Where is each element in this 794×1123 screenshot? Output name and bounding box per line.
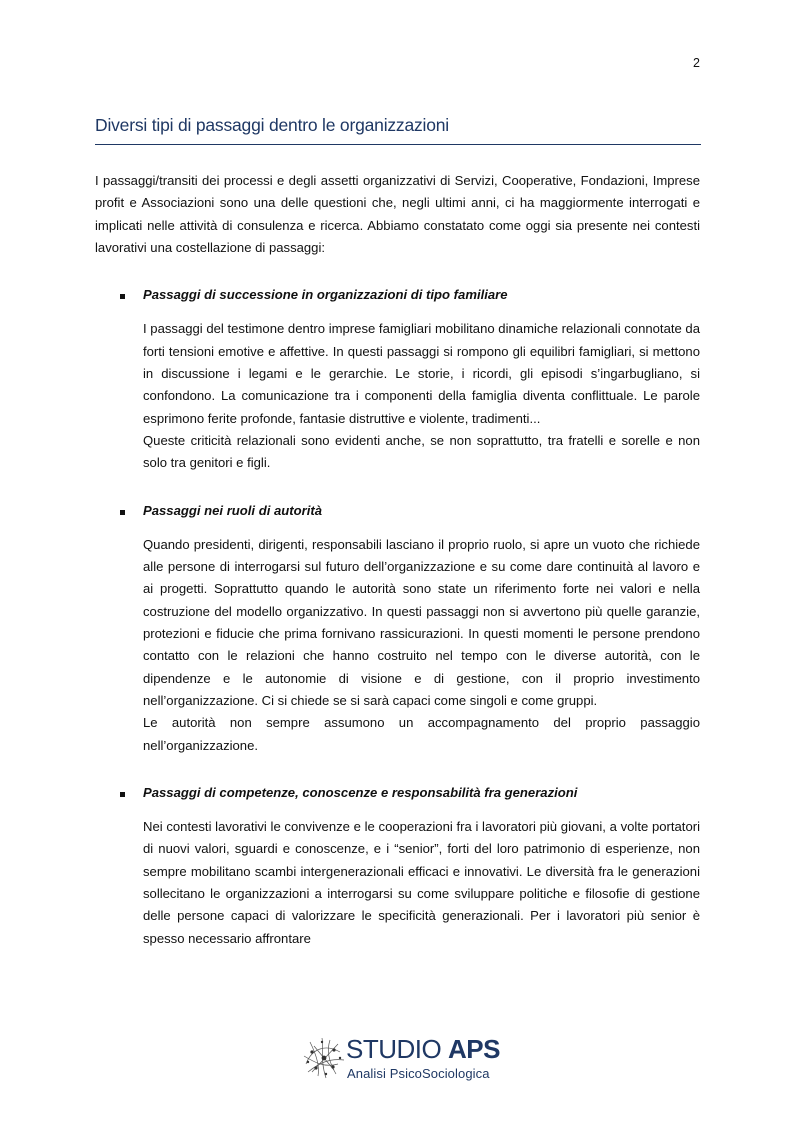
section-text: [143, 816, 700, 950]
studio-aps-logo: [300, 1032, 500, 1092]
section-paragraph: Queste criticità relazionali sono evidenti anche, se non soprattutto, tra fratelli e sorelle e non solo tra genitori e figli.: [143, 432, 700, 471]
square-bullet-icon: [120, 792, 125, 797]
title-underline-divider: [95, 144, 701, 145]
section-text: [143, 318, 700, 474]
section-paragraph: Nei contesti lavorativi le convivenze e le cooperazioni fra i lavoratori più giovani, a volte portatori di nuovi valori, sguardi e conoscenze, e i “senior”, forti del loro patrimonio di esperienze, non sempre mobilitano scambi intergenerazionali efficaci e innovativi. Le diversità fra le generazioni sollecitano le organizzazioni a interrogarsi su come sviluppare politiche e filosofie di gestione delle persone capaci di valorizzare le specificità generazionali. Per i lavoratori più senior è spesso necessario affrontare: [143, 819, 700, 946]
section-paragraph: Le autorità non sempre assumono un accompagnamento del proprio passaggio nell’organizzazione.: [143, 715, 700, 753]
section-heading: Passaggi di successione in organizzazioni di tipo familiare: [143, 287, 508, 303]
section-paragraph: I passaggi del testimone dentro imprese famigliari mobilitano dinamiche relazionali connotate da forti tensioni emotive e affettive. In questi passaggi si rompono gli equilibri famigliari, si mettono in discussione i legami e le gerarchie. Le storie, i ricordi, gli episodi s’ingarbugliano, si confondono. La comunicazione tra i componenti della famiglia diventa conflittuale. Le parole esprimono ferite profonde, fantasie distruttive e violente, tradimenti...: [143, 321, 700, 426]
section-text: [143, 534, 700, 757]
section-generations: [95, 782, 700, 950]
page-number: 2: [693, 56, 700, 70]
logo-name-studio: STUDIO: [346, 1034, 442, 1064]
section-paragraph: Quando presidenti, dirigenti, responsabili lasciano il proprio ruolo, si apre un vuoto che richiede alle persone di interrogarsi sul futuro dell’organizzazione e su come dare continuità al lavoro e ai progetti. Soprattutto quando le autorità sono state un riferimento forte nei valori e nella costruzione del modello organizzativo. In questi passaggi non si avvertono più quelle garanzie, protezioni e fiducie che prima fornivano rassicurazioni. In questi momenti le persone prendono contatto con le relazioni che hanno costruito nel tempo con le diverse autorità, con le dipendenze e le autonomie di visione e di gestione, con il proprio investimento nell’organizzazione. Ci si chiede se si sarà capaci come singoli e come gruppi.: [143, 536, 700, 708]
logo-subtitle: Analisi PsicoSociologica: [347, 1066, 490, 1081]
document-body: [95, 170, 700, 950]
section-family-succession: [95, 284, 700, 474]
section-heading: Passaggi nei ruoli di autorità: [143, 502, 322, 518]
logo-name: [346, 1034, 500, 1065]
logo-name-aps: APS: [447, 1034, 500, 1064]
section-heading: Passaggi di competenze, conoscenze e responsabilità fra generazioni: [143, 784, 578, 800]
section-authority-roles: [95, 500, 700, 757]
square-bullet-icon: [120, 294, 125, 299]
intro-paragraph: I passaggi/transiti dei processi e degli assetti organizzativi di Servizi, Cooperative, Fondazioni, Imprese profit e Associazioni sono una delle questioni che, negli ultimi anni, ci ha maggiormente interrogati e implicati nelle attività di consulenza e ricerca. Abbiamo constatato come oggi sia presente nei contesti lavorativi una costellazione di passaggi:: [95, 173, 700, 255]
network-emblem-icon: [300, 1034, 348, 1080]
document-title: Diversi tipi di passaggi dentro le organizzazioni: [95, 115, 450, 135]
square-bullet-icon: [120, 510, 125, 515]
